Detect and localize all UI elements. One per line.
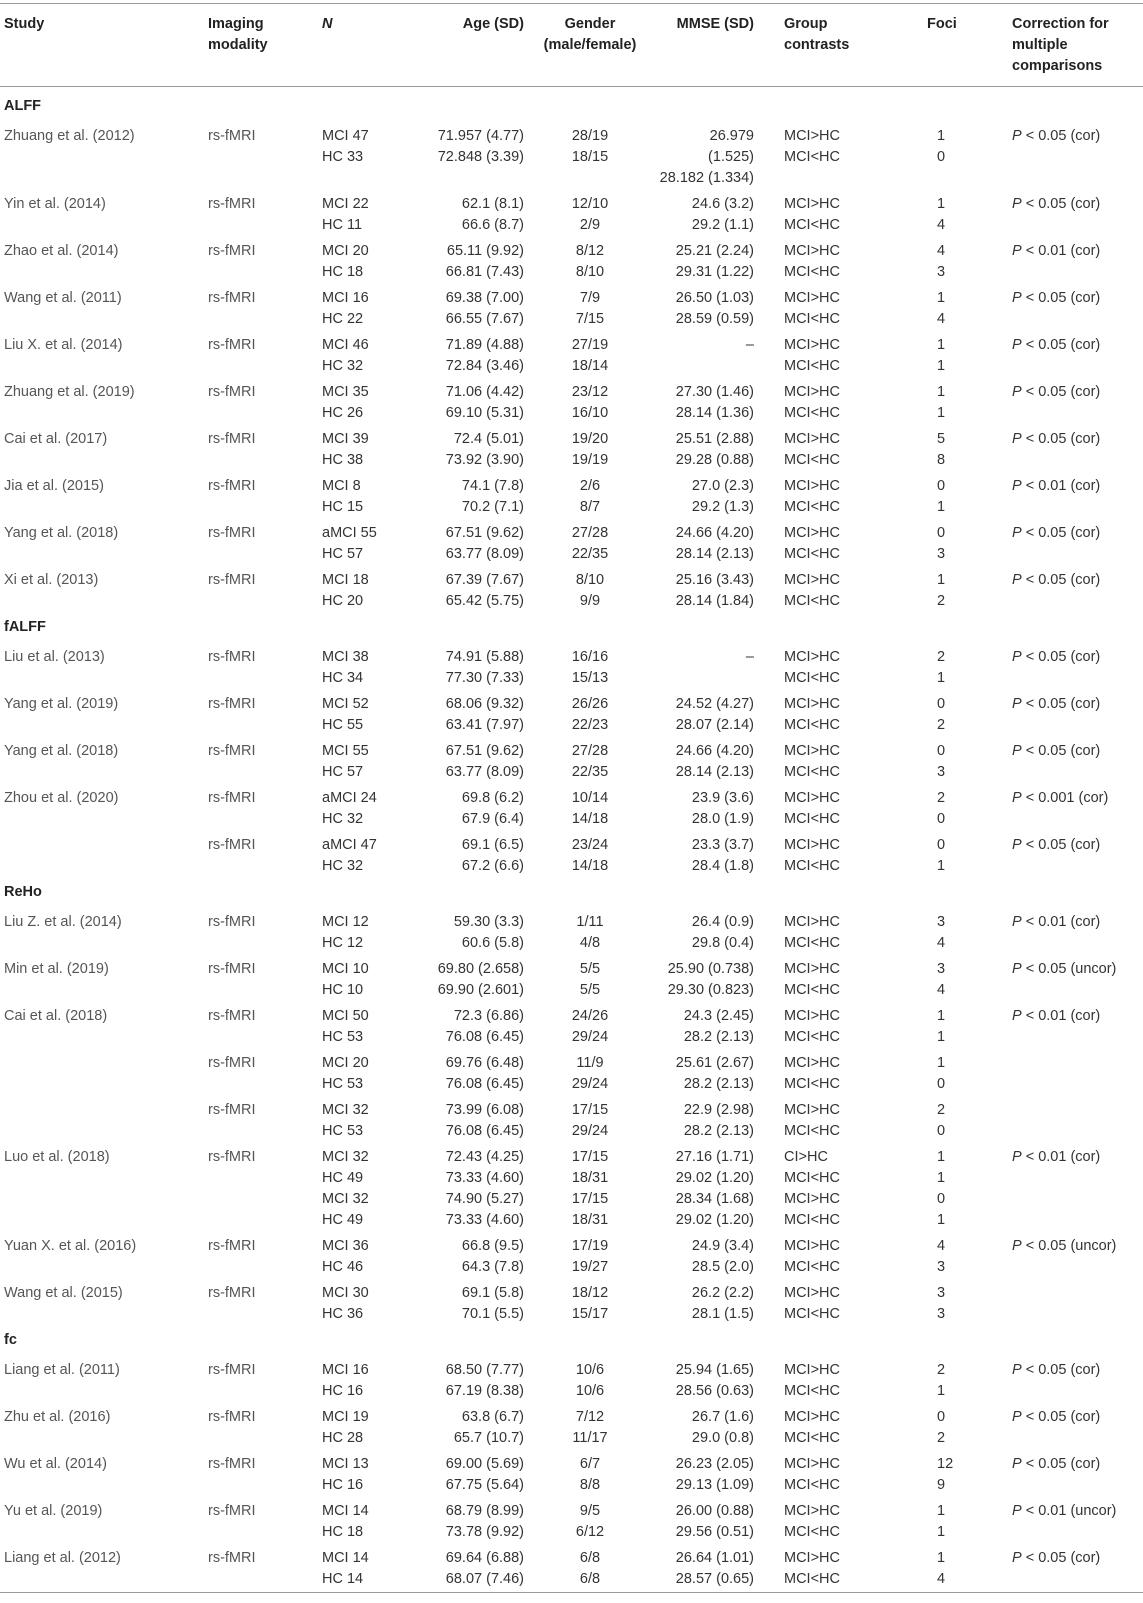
cell-contrasts: MCI>HC MCI<HC bbox=[784, 337, 840, 374]
cell-foci: 1 0 bbox=[937, 1055, 946, 1092]
cell-n: MCI 13 HC 16 bbox=[322, 1456, 369, 1493]
cell-modality: rs-fMRI bbox=[208, 525, 256, 541]
cell-contrasts: MCI>HC MCI<HC bbox=[784, 243, 840, 280]
cell-modality: rs-fMRI bbox=[208, 128, 256, 144]
cell-n: MCI 32 HC 49 MCI 32 HC 49 bbox=[322, 1149, 369, 1228]
cell-gender: 2/6 8/7 bbox=[579, 478, 601, 515]
cell-gender: 10/6 10/6 bbox=[575, 1362, 605, 1399]
p-symbol: P bbox=[1012, 384, 1022, 400]
cell-modality: rs-fMRI bbox=[208, 1008, 256, 1024]
cell-correction: P < 0.001 (cor) bbox=[1012, 790, 1109, 806]
p-symbol: P bbox=[1012, 572, 1022, 588]
section-heading: fc bbox=[4, 1332, 17, 1348]
cell-n: MCI 22 HC 11 bbox=[322, 196, 369, 233]
cell-mmse: 26.979 (1.525) 28.182 (1.334) bbox=[659, 128, 754, 186]
cell-mmse: 24.3 (2.45) 28.2 (2.13) bbox=[683, 1008, 754, 1045]
cell-age: 69.1 (5.8) 70.1 (5.5) bbox=[461, 1285, 524, 1322]
cell-correction: P < 0.05 (cor) bbox=[1012, 290, 1101, 306]
cell-study: Min et al. (2019) bbox=[4, 961, 109, 977]
cell-study: Liu et al. (2013) bbox=[4, 649, 105, 665]
cell-modality: rs-fMRI bbox=[208, 431, 256, 447]
cell-study: Cai et al. (2018) bbox=[4, 1008, 108, 1024]
cell-n: MCI 8 HC 15 bbox=[322, 478, 364, 515]
cell-gender: 27/19 18/14 bbox=[571, 337, 609, 374]
cell-contrasts: MCI>HC MCI<HC bbox=[784, 837, 840, 874]
cell-mmse: 25.21 (2.24) 29.31 (1.22) bbox=[675, 243, 754, 280]
cell-correction: P < 0.05 (cor) bbox=[1012, 837, 1101, 853]
cell-age: 71.957 (4.77) 72.848 (3.39) bbox=[437, 128, 524, 165]
p-symbol: P bbox=[1012, 1362, 1022, 1378]
cell-mmse: 24.66 (4.20) 28.14 (2.13) bbox=[675, 525, 754, 562]
cell-foci: 2 0 bbox=[937, 790, 946, 827]
cell-age: 59.30 (3.3) 60.6 (5.8) bbox=[453, 914, 524, 951]
cell-mmse: 24.6 (3.2) 29.2 (1.1) bbox=[691, 196, 754, 233]
cell-gender: 7/9 7/15 bbox=[575, 290, 605, 327]
header-foci: Foci bbox=[927, 16, 957, 32]
cell-study: Zhuang et al. (2019) bbox=[4, 384, 135, 400]
cell-age: 68.06 (9.32) 63.41 (7.97) bbox=[445, 696, 524, 733]
cell-mmse: 26.00 (0.88) 29.56 (0.51) bbox=[675, 1503, 754, 1540]
cell-n: MCI 20 HC 53 bbox=[322, 1055, 369, 1092]
cell-foci: 5 8 bbox=[937, 431, 946, 468]
cell-foci: 0 2 bbox=[937, 1409, 946, 1446]
cell-contrasts: MCI>HC MCI<HC bbox=[784, 128, 840, 165]
cell-correction: P < 0.05 (cor) bbox=[1012, 431, 1101, 447]
cell-contrasts: MCI>HC MCI<HC bbox=[784, 914, 840, 951]
cell-correction: P < 0.05 (cor) bbox=[1012, 384, 1101, 400]
cell-study: Liu Z. et al. (2014) bbox=[4, 914, 122, 930]
cell-age: 67.39 (7.67) 65.42 (5.75) bbox=[445, 572, 524, 609]
cell-age: 68.79 (8.99) 73.78 (9.92) bbox=[445, 1503, 524, 1540]
p-symbol: P bbox=[1012, 1503, 1022, 1519]
cell-study: Yang et al. (2018) bbox=[4, 525, 119, 541]
cell-mmse: 27.0 (2.3) 29.2 (1.3) bbox=[691, 478, 754, 515]
section-heading: ReHo bbox=[4, 884, 42, 900]
cell-gender: 23/12 16/10 bbox=[571, 384, 609, 421]
cell-correction: P < 0.05 (cor) bbox=[1012, 525, 1101, 541]
p-symbol: P bbox=[1012, 290, 1022, 306]
cell-contrasts: MCI>HC MCI<HC bbox=[784, 1503, 840, 1540]
cell-foci: 1 1 bbox=[937, 1008, 946, 1045]
cell-age: 69.64 (6.88) 68.07 (7.46) bbox=[445, 1550, 524, 1587]
cell-modality: rs-fMRI bbox=[208, 337, 256, 353]
cell-age: 72.43 (4.25) 73.33 (4.60) 74.90 (5.27) 73.33 (4.60) bbox=[445, 1149, 524, 1228]
p-symbol: P bbox=[1012, 1008, 1022, 1024]
header-rule bbox=[0, 86, 1143, 87]
cell-mmse: 26.23 (2.05) 29.13 (1.09) bbox=[675, 1456, 754, 1493]
header-modality: Imaging modality bbox=[208, 16, 268, 53]
cell-modality: rs-fMRI bbox=[208, 961, 256, 977]
cell-n: MCI 35 HC 26 bbox=[322, 384, 369, 421]
cell-correction: P < 0.05 (cor) bbox=[1012, 1550, 1101, 1566]
cell-correction: P < 0.01 (cor) bbox=[1012, 914, 1101, 930]
cell-study: Jia et al. (2015) bbox=[4, 478, 104, 494]
cell-contrasts: MCI>HC MCI<HC bbox=[784, 1550, 840, 1587]
cell-mmse: 22.9 (2.98) 28.2 (2.13) bbox=[683, 1102, 754, 1139]
cell-study: Cai et al. (2017) bbox=[4, 431, 108, 447]
cell-gender: 7/12 11/17 bbox=[572, 1409, 608, 1446]
cell-contrasts: MCI>HC MCI<HC bbox=[784, 961, 840, 998]
cell-n: MCI 36 HC 46 bbox=[322, 1238, 369, 1275]
cell-modality: rs-fMRI bbox=[208, 1550, 256, 1566]
cell-age: 74.1 (7.8) 70.2 (7.1) bbox=[461, 478, 524, 515]
cell-n: MCI 19 HC 28 bbox=[322, 1409, 369, 1446]
cell-mmse: 26.50 (1.03) 28.59 (0.59) bbox=[675, 290, 754, 327]
cell-correction: P < 0.01 (cor) bbox=[1012, 243, 1101, 259]
cell-age: 69.00 (5.69) 67.75 (5.64) bbox=[445, 1456, 524, 1493]
cell-foci: 1 0 bbox=[937, 128, 946, 165]
cell-foci: 4 3 bbox=[937, 243, 946, 280]
cell-age: 73.99 (6.08) 76.08 (6.45) bbox=[445, 1102, 524, 1139]
cell-modality: rs-fMRI bbox=[208, 1055, 256, 1071]
p-symbol: P bbox=[1012, 1550, 1022, 1566]
cell-foci: 0 2 bbox=[937, 696, 946, 733]
cell-age: 69.8 (6.2) 67.9 (6.4) bbox=[461, 790, 524, 827]
table-top-rule bbox=[0, 3, 1143, 4]
cell-foci: 1 4 bbox=[937, 196, 946, 233]
cell-foci: 3 3 bbox=[937, 1285, 946, 1322]
cell-age: 62.1 (8.1) 66.6 (8.7) bbox=[461, 196, 524, 233]
cell-gender: 18/12 15/17 bbox=[571, 1285, 609, 1322]
header-n: N bbox=[322, 16, 333, 32]
p-symbol: P bbox=[1012, 337, 1022, 353]
cell-mmse: 25.94 (1.65) 28.56 (0.63) bbox=[675, 1362, 754, 1399]
p-symbol: P bbox=[1012, 914, 1022, 930]
cell-foci: 0 3 bbox=[937, 743, 946, 780]
cell-gender: 6/7 8/8 bbox=[579, 1456, 601, 1493]
cell-mmse: 27.16 (1.71) 29.02 (1.20) 28.34 (1.68) 29.02 (1.20) bbox=[675, 1149, 754, 1228]
p-symbol: P bbox=[1012, 1456, 1022, 1472]
cell-age: 68.50 (7.77) 67.19 (8.38) bbox=[445, 1362, 524, 1399]
cell-correction: P < 0.01 (cor) bbox=[1012, 1008, 1101, 1024]
cell-gender: 8/10 9/9 bbox=[575, 572, 605, 609]
cell-mmse: 24.9 (3.4) 28.5 (2.0) bbox=[691, 1238, 754, 1275]
cell-n: MCI 52 HC 55 bbox=[322, 696, 369, 733]
cell-age: 72.3 (6.86) 76.08 (6.45) bbox=[445, 1008, 524, 1045]
cell-gender: 11/9 29/24 bbox=[571, 1055, 609, 1092]
cell-n: MCI 50 HC 53 bbox=[322, 1008, 369, 1045]
cell-correction: P < 0.05 (uncor) bbox=[1012, 961, 1117, 977]
cell-n: MCI 12 HC 12 bbox=[322, 914, 369, 951]
p-symbol: P bbox=[1012, 478, 1022, 494]
header-age: Age (SD) bbox=[462, 16, 524, 32]
cell-mmse: – bbox=[745, 337, 754, 353]
cell-contrasts: MCI>HC MCI<HC bbox=[784, 196, 840, 233]
cell-mmse: 25.61 (2.67) 28.2 (2.13) bbox=[675, 1055, 754, 1092]
cell-n: MCI 18 HC 20 bbox=[322, 572, 369, 609]
cell-age: 74.91 (5.88) 77.30 (7.33) bbox=[445, 649, 524, 686]
cell-foci: 4 3 bbox=[937, 1238, 946, 1275]
cell-modality: rs-fMRI bbox=[208, 243, 256, 259]
header-correction: Correction for multiple comparisons bbox=[1012, 16, 1109, 74]
cell-study: Zhao et al. (2014) bbox=[4, 243, 119, 259]
cell-n: MCI 20 HC 18 bbox=[322, 243, 369, 280]
p-symbol: P bbox=[1012, 431, 1022, 447]
cell-study: Zhuang et al. (2012) bbox=[4, 128, 135, 144]
cell-correction: P < 0.01 (cor) bbox=[1012, 1149, 1101, 1165]
cell-mmse: 24.66 (4.20) 28.14 (2.13) bbox=[675, 743, 754, 780]
cell-study: Luo et al. (2018) bbox=[4, 1149, 110, 1165]
cell-mmse: 26.64 (1.01) 28.57 (0.65) bbox=[675, 1550, 754, 1587]
cell-contrasts: MCI>HC MCI<HC bbox=[784, 478, 840, 515]
cell-gender: 27/28 22/35 bbox=[571, 525, 609, 562]
cell-mmse: 25.16 (3.43) 28.14 (1.84) bbox=[675, 572, 754, 609]
cell-age: 67.51 (9.62) 63.77 (8.09) bbox=[445, 525, 524, 562]
cell-modality: rs-fMRI bbox=[208, 790, 256, 806]
cell-foci: 1 1 bbox=[937, 337, 946, 374]
cell-study: Liu X. et al. (2014) bbox=[4, 337, 123, 353]
cell-gender: 23/24 14/18 bbox=[571, 837, 609, 874]
cell-study: Xi et al. (2013) bbox=[4, 572, 99, 588]
cell-foci: 2 1 bbox=[937, 1362, 946, 1399]
p-symbol: P bbox=[1012, 790, 1022, 806]
cell-gender: 5/5 5/5 bbox=[579, 961, 601, 998]
cell-gender: 24/26 29/24 bbox=[571, 1008, 609, 1045]
cell-contrasts: MCI>HC MCI<HC bbox=[784, 1456, 840, 1493]
cell-n: MCI 55 HC 57 bbox=[322, 743, 369, 780]
cell-correction: P < 0.05 (cor) bbox=[1012, 696, 1101, 712]
cell-contrasts: MCI>HC MCI<HC bbox=[784, 1285, 840, 1322]
p-symbol: P bbox=[1012, 243, 1022, 259]
cell-age: 69.1 (6.5) 67.2 (6.6) bbox=[461, 837, 524, 874]
cell-contrasts: MCI>HC MCI<HC bbox=[784, 649, 840, 686]
cell-age: 67.51 (9.62) 63.77 (8.09) bbox=[445, 743, 524, 780]
cell-correction: P < 0.05 (cor) bbox=[1012, 337, 1101, 353]
cell-correction: P < 0.05 (uncor) bbox=[1012, 1238, 1117, 1254]
cell-study: Wu et al. (2014) bbox=[4, 1456, 107, 1472]
cell-mmse: 25.90 (0.738) 29.30 (0.823) bbox=[667, 961, 754, 998]
cell-n: MCI 16 HC 16 bbox=[322, 1362, 369, 1399]
header-contrasts: Group contrasts bbox=[784, 16, 850, 53]
cell-modality: rs-fMRI bbox=[208, 1238, 256, 1254]
cell-age: 69.76 (6.48) 76.08 (6.45) bbox=[445, 1055, 524, 1092]
cell-modality: rs-fMRI bbox=[208, 384, 256, 400]
cell-foci: 3 4 bbox=[937, 914, 946, 951]
p-symbol: P bbox=[1012, 696, 1022, 712]
p-symbol: P bbox=[1012, 128, 1022, 144]
cell-foci: 3 4 bbox=[937, 961, 946, 998]
cell-foci: 12 9 bbox=[937, 1456, 954, 1493]
cell-study: Yin et al. (2014) bbox=[4, 196, 106, 212]
cell-contrasts: MCI>HC MCI<HC bbox=[784, 696, 840, 733]
cell-n: MCI 30 HC 36 bbox=[322, 1285, 369, 1322]
cell-gender: 28/19 18/15 bbox=[571, 128, 609, 165]
cell-modality: rs-fMRI bbox=[208, 1409, 256, 1425]
cell-modality: rs-fMRI bbox=[208, 1456, 256, 1472]
cell-age: 69.38 (7.00) 66.55 (7.67) bbox=[445, 290, 524, 327]
cell-gender: 12/10 2/9 bbox=[571, 196, 609, 233]
cell-foci: 1 1 bbox=[937, 384, 946, 421]
cell-n: MCI 38 HC 34 bbox=[322, 649, 369, 686]
cell-contrasts: MCI>HC MCI<HC bbox=[784, 743, 840, 780]
header-mmse: MMSE (SD) bbox=[676, 16, 754, 32]
cell-contrasts: MCI>HC MCI<HC bbox=[784, 1409, 840, 1446]
cell-foci: 1 4 bbox=[937, 1550, 946, 1587]
p-symbol: P bbox=[1012, 837, 1022, 853]
cell-modality: rs-fMRI bbox=[208, 1149, 256, 1165]
cell-study: Liang et al. (2011) bbox=[4, 1362, 120, 1378]
p-symbol: P bbox=[1012, 196, 1022, 212]
cell-correction: P < 0.05 (cor) bbox=[1012, 1362, 1101, 1378]
cell-study: Wang et al. (2011) bbox=[4, 290, 122, 306]
cell-study: Yuan X. et al. (2016) bbox=[4, 1238, 137, 1254]
cell-gender: 19/20 19/19 bbox=[571, 431, 609, 468]
cell-correction: P < 0.05 (cor) bbox=[1012, 196, 1101, 212]
cell-mmse: 26.2 (2.2) 28.1 (1.5) bbox=[691, 1285, 754, 1322]
cell-mmse: 26.7 (1.6) 29.0 (0.8) bbox=[691, 1409, 754, 1446]
cell-modality: rs-fMRI bbox=[208, 572, 256, 588]
cell-contrasts: CI>HC MCI<HC MCI>HC MCI<HC bbox=[784, 1149, 840, 1228]
cell-mmse: 23.9 (3.6) 28.0 (1.9) bbox=[691, 790, 754, 827]
cell-mmse: 25.51 (2.88) 29.28 (0.88) bbox=[675, 431, 754, 468]
cell-study: Wang et al. (2015) bbox=[4, 1285, 123, 1301]
cell-age: 69.80 (2.658) 69.90 (2.601) bbox=[437, 961, 524, 998]
cell-age: 72.4 (5.01) 73.92 (3.90) bbox=[445, 431, 524, 468]
p-symbol: P bbox=[1012, 1409, 1022, 1425]
cell-contrasts: MCI>HC MCI<HC bbox=[784, 525, 840, 562]
section-heading: ALFF bbox=[4, 98, 42, 114]
cell-gender: 1/11 4/8 bbox=[576, 914, 604, 951]
cell-n: MCI 46 HC 32 bbox=[322, 337, 369, 374]
cell-n: MCI 39 HC 38 bbox=[322, 431, 369, 468]
cell-age: 66.8 (9.5) 64.3 (7.8) bbox=[461, 1238, 524, 1275]
cell-contrasts: MCI>HC MCI<HC bbox=[784, 1362, 840, 1399]
cell-foci: 1 4 bbox=[937, 290, 946, 327]
cell-correction: P < 0.01 (uncor) bbox=[1012, 1503, 1117, 1519]
section-heading: fALFF bbox=[4, 619, 46, 635]
cell-contrasts: MCI>HC MCI<HC bbox=[784, 790, 840, 827]
cell-contrasts: MCI>HC MCI<HC bbox=[784, 1008, 840, 1045]
cell-modality: rs-fMRI bbox=[208, 1285, 256, 1301]
cell-gender: 8/12 8/10 bbox=[575, 243, 605, 280]
cell-mmse: 23.3 (3.7) 28.4 (1.8) bbox=[691, 837, 754, 874]
cell-gender: 26/26 22/23 bbox=[571, 696, 609, 733]
cell-study: Zhou et al. (2020) bbox=[4, 790, 119, 806]
cell-contrasts: MCI>HC MCI<HC bbox=[784, 384, 840, 421]
cell-contrasts: MCI>HC MCI<HC bbox=[784, 290, 840, 327]
cell-study: Liang et al. (2012) bbox=[4, 1550, 121, 1566]
cell-foci: 0 1 bbox=[937, 478, 946, 515]
cell-gender: 16/16 15/13 bbox=[571, 649, 609, 686]
cell-correction: P < 0.05 (cor) bbox=[1012, 1456, 1101, 1472]
cell-modality: rs-fMRI bbox=[208, 696, 256, 712]
cell-n: aMCI 55 HC 57 bbox=[322, 525, 377, 562]
cell-foci: 1 1 0 1 bbox=[937, 1149, 946, 1228]
cell-gender: 17/15 18/31 17/15 18/31 bbox=[571, 1149, 609, 1228]
cell-foci: 2 1 bbox=[937, 649, 946, 686]
cell-correction: P < 0.01 (cor) bbox=[1012, 478, 1101, 494]
cell-gender: 10/14 14/18 bbox=[571, 790, 609, 827]
cell-n: aMCI 24 HC 32 bbox=[322, 790, 377, 827]
cell-gender: 17/15 29/24 bbox=[571, 1102, 609, 1139]
p-symbol: P bbox=[1012, 1149, 1022, 1165]
cell-correction: P < 0.05 (cor) bbox=[1012, 1409, 1101, 1425]
cell-mmse: 26.4 (0.9) 29.8 (0.4) bbox=[691, 914, 754, 951]
cell-n: MCI 14 HC 18 bbox=[322, 1503, 369, 1540]
cell-study: Yang et al. (2018) bbox=[4, 743, 119, 759]
cell-modality: rs-fMRI bbox=[208, 837, 256, 853]
cell-modality: rs-fMRI bbox=[208, 914, 256, 930]
cell-modality: rs-fMRI bbox=[208, 1102, 256, 1118]
header-study: Study bbox=[4, 16, 45, 32]
cell-gender: 6/8 6/8 bbox=[579, 1550, 601, 1587]
cell-gender: 9/5 6/12 bbox=[575, 1503, 605, 1540]
cell-modality: rs-fMRI bbox=[208, 478, 256, 494]
cell-n: MCI 16 HC 22 bbox=[322, 290, 369, 327]
table-bottom-rule bbox=[0, 1592, 1143, 1593]
cell-correction: P < 0.05 (cor) bbox=[1012, 743, 1101, 759]
cell-n: MCI 32 HC 53 bbox=[322, 1102, 369, 1139]
cell-correction: P < 0.05 (cor) bbox=[1012, 128, 1101, 144]
p-symbol: P bbox=[1012, 649, 1022, 665]
cell-study: Zhu et al. (2016) bbox=[4, 1409, 111, 1425]
cell-contrasts: MCI>HC MCI<HC bbox=[784, 1238, 840, 1275]
p-symbol: P bbox=[1012, 1238, 1022, 1254]
cell-modality: rs-fMRI bbox=[208, 1503, 256, 1519]
cell-correction: P < 0.05 (cor) bbox=[1012, 649, 1101, 665]
cell-mmse: 27.30 (1.46) 28.14 (1.36) bbox=[675, 384, 754, 421]
p-symbol: P bbox=[1012, 961, 1022, 977]
p-symbol: P bbox=[1012, 525, 1022, 541]
cell-contrasts: MCI>HC MCI<HC bbox=[784, 1102, 840, 1139]
cell-contrasts: MCI>HC MCI<HC bbox=[784, 431, 840, 468]
cell-n: MCI 14 HC 14 bbox=[322, 1550, 369, 1587]
cell-age: 71.06 (4.42) 69.10 (5.31) bbox=[445, 384, 524, 421]
cell-foci: 0 3 bbox=[937, 525, 946, 562]
cell-age: 63.8 (6.7) 65.7 (10.7) bbox=[453, 1409, 524, 1446]
cell-n: aMCI 47 HC 32 bbox=[322, 837, 377, 874]
header-gender: Gender (male/female) bbox=[543, 16, 637, 53]
cell-foci: 1 1 bbox=[937, 1503, 946, 1540]
cell-study: Yu et al. (2019) bbox=[4, 1503, 103, 1519]
cell-study: Yang et al. (2019) bbox=[4, 696, 119, 712]
cell-modality: rs-fMRI bbox=[208, 649, 256, 665]
cell-modality: rs-fMRI bbox=[208, 290, 256, 306]
cell-modality: rs-fMRI bbox=[208, 743, 256, 759]
cell-contrasts: MCI>HC MCI<HC bbox=[784, 572, 840, 609]
cell-mmse: 24.52 (4.27) 28.07 (2.14) bbox=[675, 696, 754, 733]
cell-foci: 0 1 bbox=[937, 837, 946, 874]
p-symbol: P bbox=[1012, 743, 1022, 759]
cell-modality: rs-fMRI bbox=[208, 196, 256, 212]
cell-foci: 2 0 bbox=[937, 1102, 946, 1139]
cell-n: MCI 10 HC 10 bbox=[322, 961, 369, 998]
cell-correction: P < 0.05 (cor) bbox=[1012, 572, 1101, 588]
cell-gender: 17/19 19/27 bbox=[571, 1238, 609, 1275]
cell-foci: 1 2 bbox=[937, 572, 946, 609]
cell-age: 65.11 (9.92) 66.81 (7.43) bbox=[445, 243, 524, 280]
cell-gender: 27/28 22/35 bbox=[571, 743, 609, 780]
cell-modality: rs-fMRI bbox=[208, 1362, 256, 1378]
cell-n: MCI 47 HC 33 bbox=[322, 128, 369, 165]
cell-contrasts: MCI>HC MCI<HC bbox=[784, 1055, 840, 1092]
cell-mmse: – bbox=[745, 649, 754, 665]
cell-age: 71.89 (4.88) 72.84 (3.46) bbox=[445, 337, 524, 374]
